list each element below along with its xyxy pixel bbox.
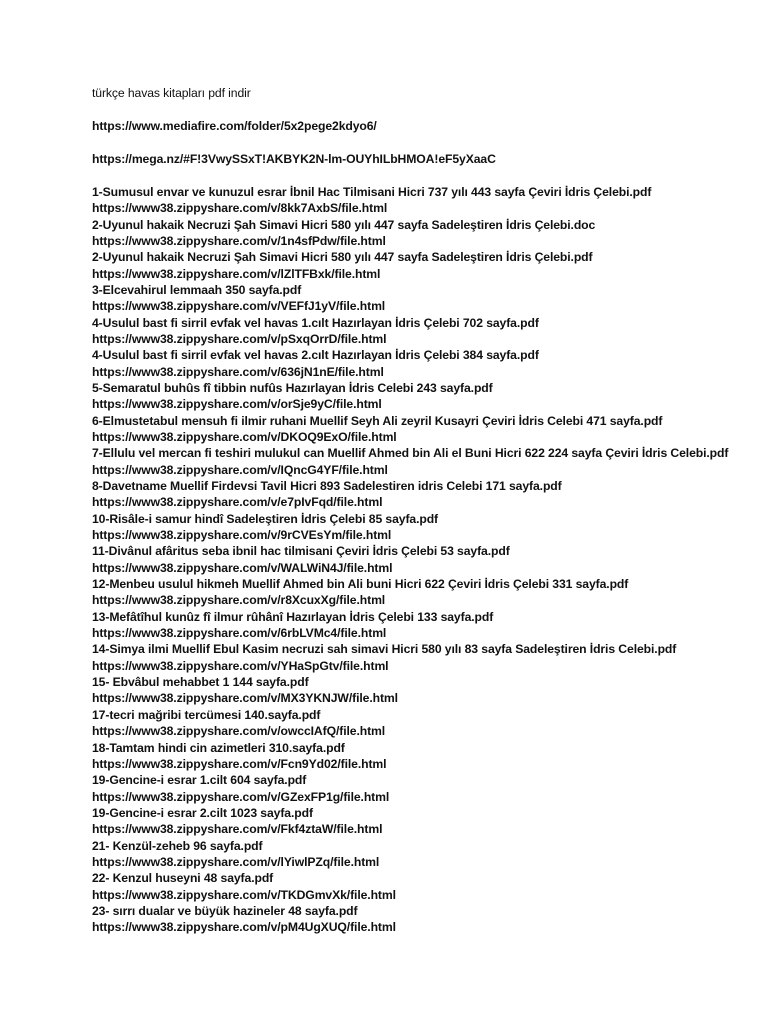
entry-url: https://www38.zippyshare.com/v/WALWiN4J/file.html <box>92 560 393 575</box>
entry-url: https://www38.zippyshare.com/v/636jN1nE/file.html <box>92 364 384 379</box>
entry-url: https://www38.zippyshare.com/v/6rbLVMc4/file.html <box>92 626 387 641</box>
entry-url: https://www38.zippyshare.com/v/pM4UgXUQ/file.html <box>92 920 396 935</box>
document-title: türkçe havas kitapları pdf indir <box>92 86 251 100</box>
entry-title: 22- Kenzul huseyni 48 sayfa.pdf <box>92 871 274 886</box>
entry-list <box>92 184 732 936</box>
entry-title: 21- Kenzül-zeheb 96 sayfa.pdf <box>92 838 263 853</box>
entry-url: https://www38.zippyshare.com/v/Fcn9Yd02/file.html <box>92 756 387 771</box>
entry-title: 6-Elmustetabul mensuh fi ilmir ruhani Muellif Seyh Ali zeyril Kusayri Çeviri İdris Celebi 471 sayfa.pdf <box>92 413 663 428</box>
entry-url: https://www38.zippyshare.com/v/lYiwlPZq/file.html <box>92 854 380 869</box>
entry-url: https://www38.zippyshare.com/v/pSxqOrrD/file.html <box>92 331 387 346</box>
entry-url: https://www38.zippyshare.com/v/8kk7AxbS/file.html <box>92 201 388 216</box>
entry-title: 19-Gencine-i esrar 1.cilt 604 sayfa.pdf <box>92 773 307 788</box>
entry-title: 3-Elcevahirul lemmaah 350 sayfa.pdf <box>92 282 302 297</box>
entry-url: https://www38.zippyshare.com/v/r8XcuxXg/file.html <box>92 593 386 608</box>
mediafire-folder-link: https://www.mediafire.com/folder/5x2pege2kdyo6/ <box>92 118 377 133</box>
entry-title: 11-Divânul afâritus seba ibnil hac tilmisani Çeviri İdris Çelebi 53 sayfa.pdf <box>92 544 510 559</box>
entry-url: https://www38.zippyshare.com/v/IQncG4YF/file.html <box>92 462 388 477</box>
entry-title: 4-Usulul bast fi sirril evfak vel havas 1.cılt Hazırlayan İdris Çelebi 702 sayfa.pdf <box>92 315 539 330</box>
entry-url: https://www38.zippyshare.com/v/VEFfJ1yV/file.html <box>92 299 386 314</box>
entry-title: 19-Gencine-i esrar 2.cilt 1023 sayfa.pdf <box>92 805 313 820</box>
entry-title: 15- Ebvâbul mehabbet 1 144 sayfa.pdf <box>92 675 309 690</box>
entry-url: https://www38.zippyshare.com/v/9rCVEsYm/file.html <box>92 528 392 543</box>
entry-url: https://www38.zippyshare.com/v/YHaSpGtv/file.html <box>92 658 389 673</box>
entry-url: https://www38.zippyshare.com/v/lZlTFBxk/file.html <box>92 266 381 281</box>
entry-title: 7-Ellulu vel mercan fi teshiri mulukul can Muellif Ahmed bin Ali el Buni Hicri 622 224 sayfa Çeviri İdris Celebi.pdf <box>92 446 729 461</box>
mega-folder-link: https://mega.nz/#F!3VwySSxT!AKBYK2N-lm-OUYhILbHMOA!eF5yXaaC <box>92 151 496 166</box>
entry-url: https://www38.zippyshare.com/v/GZexFP1g/file.html <box>92 789 390 804</box>
entry-url: https://www38.zippyshare.com/v/TKDGmvXk/file.html <box>92 887 396 902</box>
entry-url: https://www38.zippyshare.com/v/DKOQ9ExO/file.html <box>92 429 397 444</box>
entry-url: https://www38.zippyshare.com/v/e7pIvFqd/file.html <box>92 495 383 510</box>
entry-title: 4-Usulul bast fi sirril evfak vel havas 2.cılt Hazırlayan İdris Çelebi 384 sayfa.pdf <box>92 348 539 363</box>
entry-title: 2-Uyunul hakaik Necruzi Şah Simavi Hicri 580 yılı 447 sayfa Sadeleştiren İdris Çelebi.pdf <box>92 250 593 265</box>
document-page <box>92 85 732 936</box>
entry-title: 5-Semaratul buhûs fî tibbin nufûs Hazırlayan İdris Celebi 243 sayfa.pdf <box>92 380 493 395</box>
entry-title: 1-Sumusul envar ve kunuzul esrar İbnil Hac Tilmisani Hicri 737 yılı 443 sayfa Çeviri İdris Çelebi.pdf <box>92 184 652 199</box>
entry-title: 12-Menbeu usulul hikmeh Muellif Ahmed bin Ali buni Hicri 622 Çeviri İdris Çelebi 331 sayfa.pdf <box>92 577 629 592</box>
entry-url: https://www38.zippyshare.com/v/MX3YKNJW/file.html <box>92 691 398 706</box>
entry-url: https://www38.zippyshare.com/v/Fkf4ztaW/file.html <box>92 822 383 837</box>
entry-title: 14-Simya ilmi Muellif Ebul Kasim necruzi sah simavi Hicri 580 yılı 83 sayfa Sadeleştiren İdris Celebi.pdf <box>92 642 677 657</box>
entry-title: 10-Risâle-i samur hindî Sadeleştiren İdris Çelebi 85 sayfa.pdf <box>92 511 439 526</box>
entry-title: 18-Tamtam hindi cin azimetleri 310.sayfa.pdf <box>92 740 345 755</box>
entry-url: https://www38.zippyshare.com/v/orSje9yC/file.html <box>92 397 382 412</box>
entry-title: 8-Davetname Muellif Firdevsi Tavil Hicri 893 Sadelestiren idris Celebi 171 sayfa.pdf <box>92 479 562 493</box>
entry-url: https://www38.zippyshare.com/v/owccIAfQ/file.html <box>92 724 386 739</box>
entry-title: 23- sırrı dualar ve büyük hazineler 48 sayfa.pdf <box>92 903 358 918</box>
entry-title: 2-Uyunul hakaik Necruzi Şah Simavi Hicri 580 yılı 447 sayfa Sadeleştiren İdris Çelebi.doc <box>92 217 596 232</box>
entry-url: https://www38.zippyshare.com/v/1n4sfPdw/file.html <box>92 233 386 248</box>
entry-title: 13-Mefâtîhul kunûz fî ilmur rûhânî Hazırlayan İdris Çelebi 133 sayfa.pdf <box>92 609 494 624</box>
entry-title: 17-tecri mağribi tercümesi 140.sayfa.pdf <box>92 707 321 722</box>
